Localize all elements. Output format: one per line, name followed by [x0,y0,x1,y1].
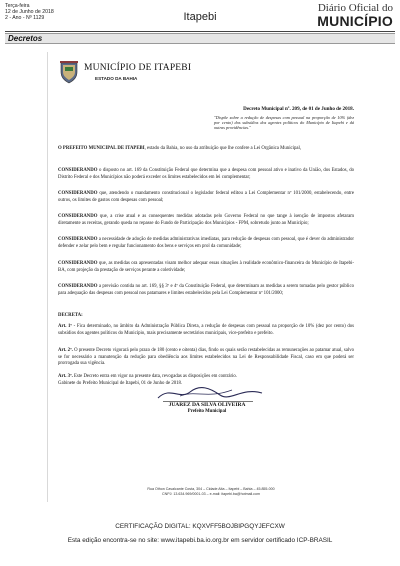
signer-role: Prefeito Municipal [187,409,227,414]
article-text: O presente Decreto vigorará pelo prazo de 180 (cento e oitenta) dias, findo os quais serão restabelecidas as remunerações ao patamar atual, salvo se for necessário a manutenção da redução para obediência aos limites estabelecidos na Lei de Responsabilidade Fiscal, caso em que poderá ser prorrogada sua vigência. [58,348,354,367]
considerando-lead: CONSIDERANDO [58,237,98,242]
article-1 [58,324,354,337]
address-line-1: Rua Othon Cavalcante Costa, 304 – Cidade Alta – Itapebi – Bahia – 45.855-000 [147,487,275,491]
considerando-text: a previsão contida no art. 169, §§ 3º e 4º da Constituição Federal, que determinam as medidas a serem tomadas pelo gestor público para adequação das despesas com pessoal nos patamares e limites estabelecidos pela Lei Complementar nº 101/2000; [58,284,354,296]
considerando-3 [58,214,354,227]
article-lead: Art. 1º [58,324,72,329]
decree-summary: "Dispõe sobre a redução de despesas com pessoal na proporção de 10% (dez por cento) dos subsídios dos agentes políticos do Município de Itapebi e dá outras providências." [214,115,354,131]
document-state: ESTADO DA BAHIA [95,76,138,81]
city-name: Itapebi [183,11,217,23]
header-divider [5,31,395,32]
article-lead: Art. 2º. [58,348,73,353]
edition-date: 12 de Junho de 2018 [5,9,54,16]
considerando-5 [58,261,354,274]
considerando-lead: CONSIDERANDO [58,261,98,266]
article-2 [58,348,354,368]
section-title: Decretos [8,34,43,43]
considerando-2 [58,191,354,204]
considerando-lead: CONSIDERANDO [58,284,98,289]
considerando-lead: CONSIDERANDO [58,168,98,173]
section-bar [5,33,395,44]
signer-name: JUAREZ DA SILVA OLIVEIRA [168,402,246,408]
considerando-lead: CONSIDERANDO [58,191,98,196]
considerando-text: que, as medidas ora apresentadas visam melhor adequar essas situações à realidade econômico-financeira do Município de Itapebi-BA, com projeção da prestação de serviços perante a coletividade; [58,261,354,273]
considerando-1 [58,168,354,181]
article-lead: Art. 3º. [58,374,73,379]
considerando-text: a necessidade de adoção de medidas administrativas imediatas, para redução de despesas com pessoal, que é dever do administrador defender e zelar pelo bem e regular funcionamento dos bens e serviços em prol da comunidade; [58,237,354,249]
gazette-logo-top: Diário Oficial do [317,2,393,14]
considerando-4 [58,237,354,250]
gazette-logo [317,2,393,28]
preamble-lead: O PREFEITO MUNICIPAL DE ITAPEBI [58,146,145,151]
address-line-2: CNPJ: 13.634.969/0001-03 – e-mail: itapebi.ba@hotmail.com [162,491,260,496]
decree-title: Decreto Municipal nº. 209, de 01 de Junho de 2018. [243,106,354,112]
considerando-text: que, atendendo o mandamento constitucional o legislador federal editou a Lei Complementar nº 101/2000, estabelecendo, entre outros, os limites de gastos com despesas com pessoal; [58,191,354,203]
digital-certification: CERTIFICAÇÃO DIGITAL: KQXVFF5BOJBIPGQYJEFCXW [115,523,285,530]
document-municipality: MUNICÍPIO DE ITAPEBI [84,63,192,73]
preamble-text: , estado da Bahia, no uso da atribuição que lhe confere a Lei Orgânica Municipal, [144,146,302,151]
considerando-6 [58,284,354,297]
coat-of-arms-icon [59,60,79,84]
considerando-lead: CONSIDERANDO [58,214,98,219]
considerando-text: que, a crise atual e as consequentes medidas adotadas pelo Governo Federal no que tange à isenção de impostos afetaram diretamente as receitas, gerando queda no repasse do Fundo de Participação dos Municípios - FPM, sobretudo junto ao Município; [58,214,354,226]
availability-notice: Esta edição encontra-se no site: www.itapebi.ba.io.org.br em servidor certificado ICP-BRASIL [67,537,333,544]
closing-line: Gabinete do Prefeito Municipal de Itapebi, 01 de Junho de 2018. [58,381,183,386]
edition-info [5,3,54,22]
decree-preamble [58,146,354,153]
signature-icon [150,384,270,402]
edition-weekday: Terça-feira [5,3,30,9]
article-text: Este Decreto entra em vigor na presente data, revogadas as disposições em contrário. [72,374,238,379]
document-address [108,487,314,496]
gazette-logo-bottom: MUNICÍPIO [317,13,393,29]
article-text: - Fica determinado, no âmbito da Administração Pública Direta, a redução de despesas com pessoal na proporção de 10% (dez por cento) dos subsídios dos agentes políticos do Município, mais precisamente secretários municipais, vice-prefeito e prefeito. [58,324,354,336]
decreta-heading: DECRETA: [58,313,83,318]
edition-number: 2 - Ano - Nº 1129 [5,15,45,22]
article-3 [58,374,354,381]
considerando-text: o disposto no art. 169 da Constituição Federal que determina que a despesa com pessoal ativo e inativo da União, dos Estados, do Distrito Federal e dos Municípios não poderá exceder os limites estabelecidos em lei complementar; [58,168,354,180]
